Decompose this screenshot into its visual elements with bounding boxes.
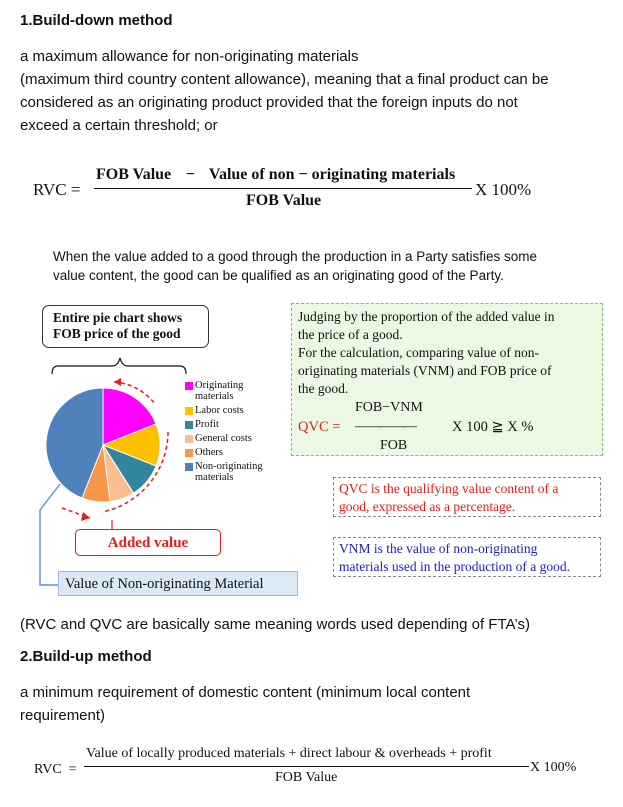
qvc-numerator: FOB−VNM xyxy=(355,400,423,415)
vnm-definition-note: VNM is the value of non-originating materials used in the production of a good. xyxy=(333,537,601,577)
qvc-fraction-bar: ————— xyxy=(355,419,415,434)
non-orig-label: Value of Non-originating Material xyxy=(58,571,298,596)
legend-swatch xyxy=(185,449,193,457)
non-orig-connector xyxy=(40,484,60,585)
legend-item-labor: Labor costs xyxy=(185,405,295,416)
legend-item-others: Others xyxy=(185,447,295,458)
formula2-fraction-bar xyxy=(84,766,529,767)
pie-legend xyxy=(185,380,295,486)
section1-paragraph: a maximum allowance for non-originating materials (maximum third country content allowance), meaning that a final product can be considered as an originating product provided that the foreign inputs do not exceed a certain threshold; or xyxy=(20,48,549,134)
explanation-text: When the value added to a good through the production in a Party satisfies some value content, the good can be qualified as an originating good of the Party. xyxy=(53,249,538,283)
arrow-head-icon xyxy=(81,512,90,521)
formula1-numerator: FOB Value − Value of non − originating materials xyxy=(96,166,456,183)
pie-chart xyxy=(46,388,160,502)
legend-swatch xyxy=(185,463,193,471)
section2-heading: 2.Build-up method xyxy=(20,648,152,665)
legend-swatch xyxy=(185,382,193,390)
qvc-denominator: FOB xyxy=(380,438,408,453)
vnm-explanation-box xyxy=(291,303,603,456)
legend-item-originating: Originating materials xyxy=(185,380,295,402)
formula2-lhs: RVC = xyxy=(34,762,77,777)
formula1-fraction-bar xyxy=(94,188,472,189)
formula1-denominator: FOB Value xyxy=(246,192,322,209)
legend-swatch xyxy=(185,421,193,429)
formula2-numerator: Value of locally produced materials + direct labour & overheads + profit xyxy=(86,746,492,761)
rvc-qvc-note: (RVC and QVC are basically same meaning words used depending of FTA’s) xyxy=(20,616,530,633)
formula2-multiplier: X 100% xyxy=(530,760,577,775)
pie-callout-box: Entire pie chart shows FOB price of the good xyxy=(42,305,209,348)
formula1-multiplier: X 100% xyxy=(475,180,532,199)
formula2-denominator: FOB Value xyxy=(275,770,338,785)
qvc-rhs: X 100 ≧ X % xyxy=(452,419,534,435)
formula1-lhs: RVC = xyxy=(33,180,81,199)
brace-icon xyxy=(52,358,186,374)
legend-swatch xyxy=(185,407,193,415)
qvc-definition-note: QVC is the qualifying value content of a good, expressed as a percentage. xyxy=(333,477,601,517)
section2-paragraph: a minimum requirement of domestic content (minimum local content requirement) xyxy=(20,684,471,724)
legend-item-general: General costs xyxy=(185,433,295,444)
legend-item-non-originating: Non-originating materials xyxy=(185,461,295,483)
legend-swatch xyxy=(185,435,193,443)
arrow-head-icon xyxy=(114,378,121,386)
qvc-lhs: QVC = xyxy=(298,419,341,435)
legend-item-profit: Profit xyxy=(185,419,295,430)
section1-heading: 1.Build-down method xyxy=(20,12,173,29)
added-value-label: Added value xyxy=(75,529,221,556)
vnm-explanation-text: Judging by the proportion of the added value in the price of a good. For the calculation, comparing value of non- originating materials (VNM) and FOB price of the good. xyxy=(298,309,555,396)
